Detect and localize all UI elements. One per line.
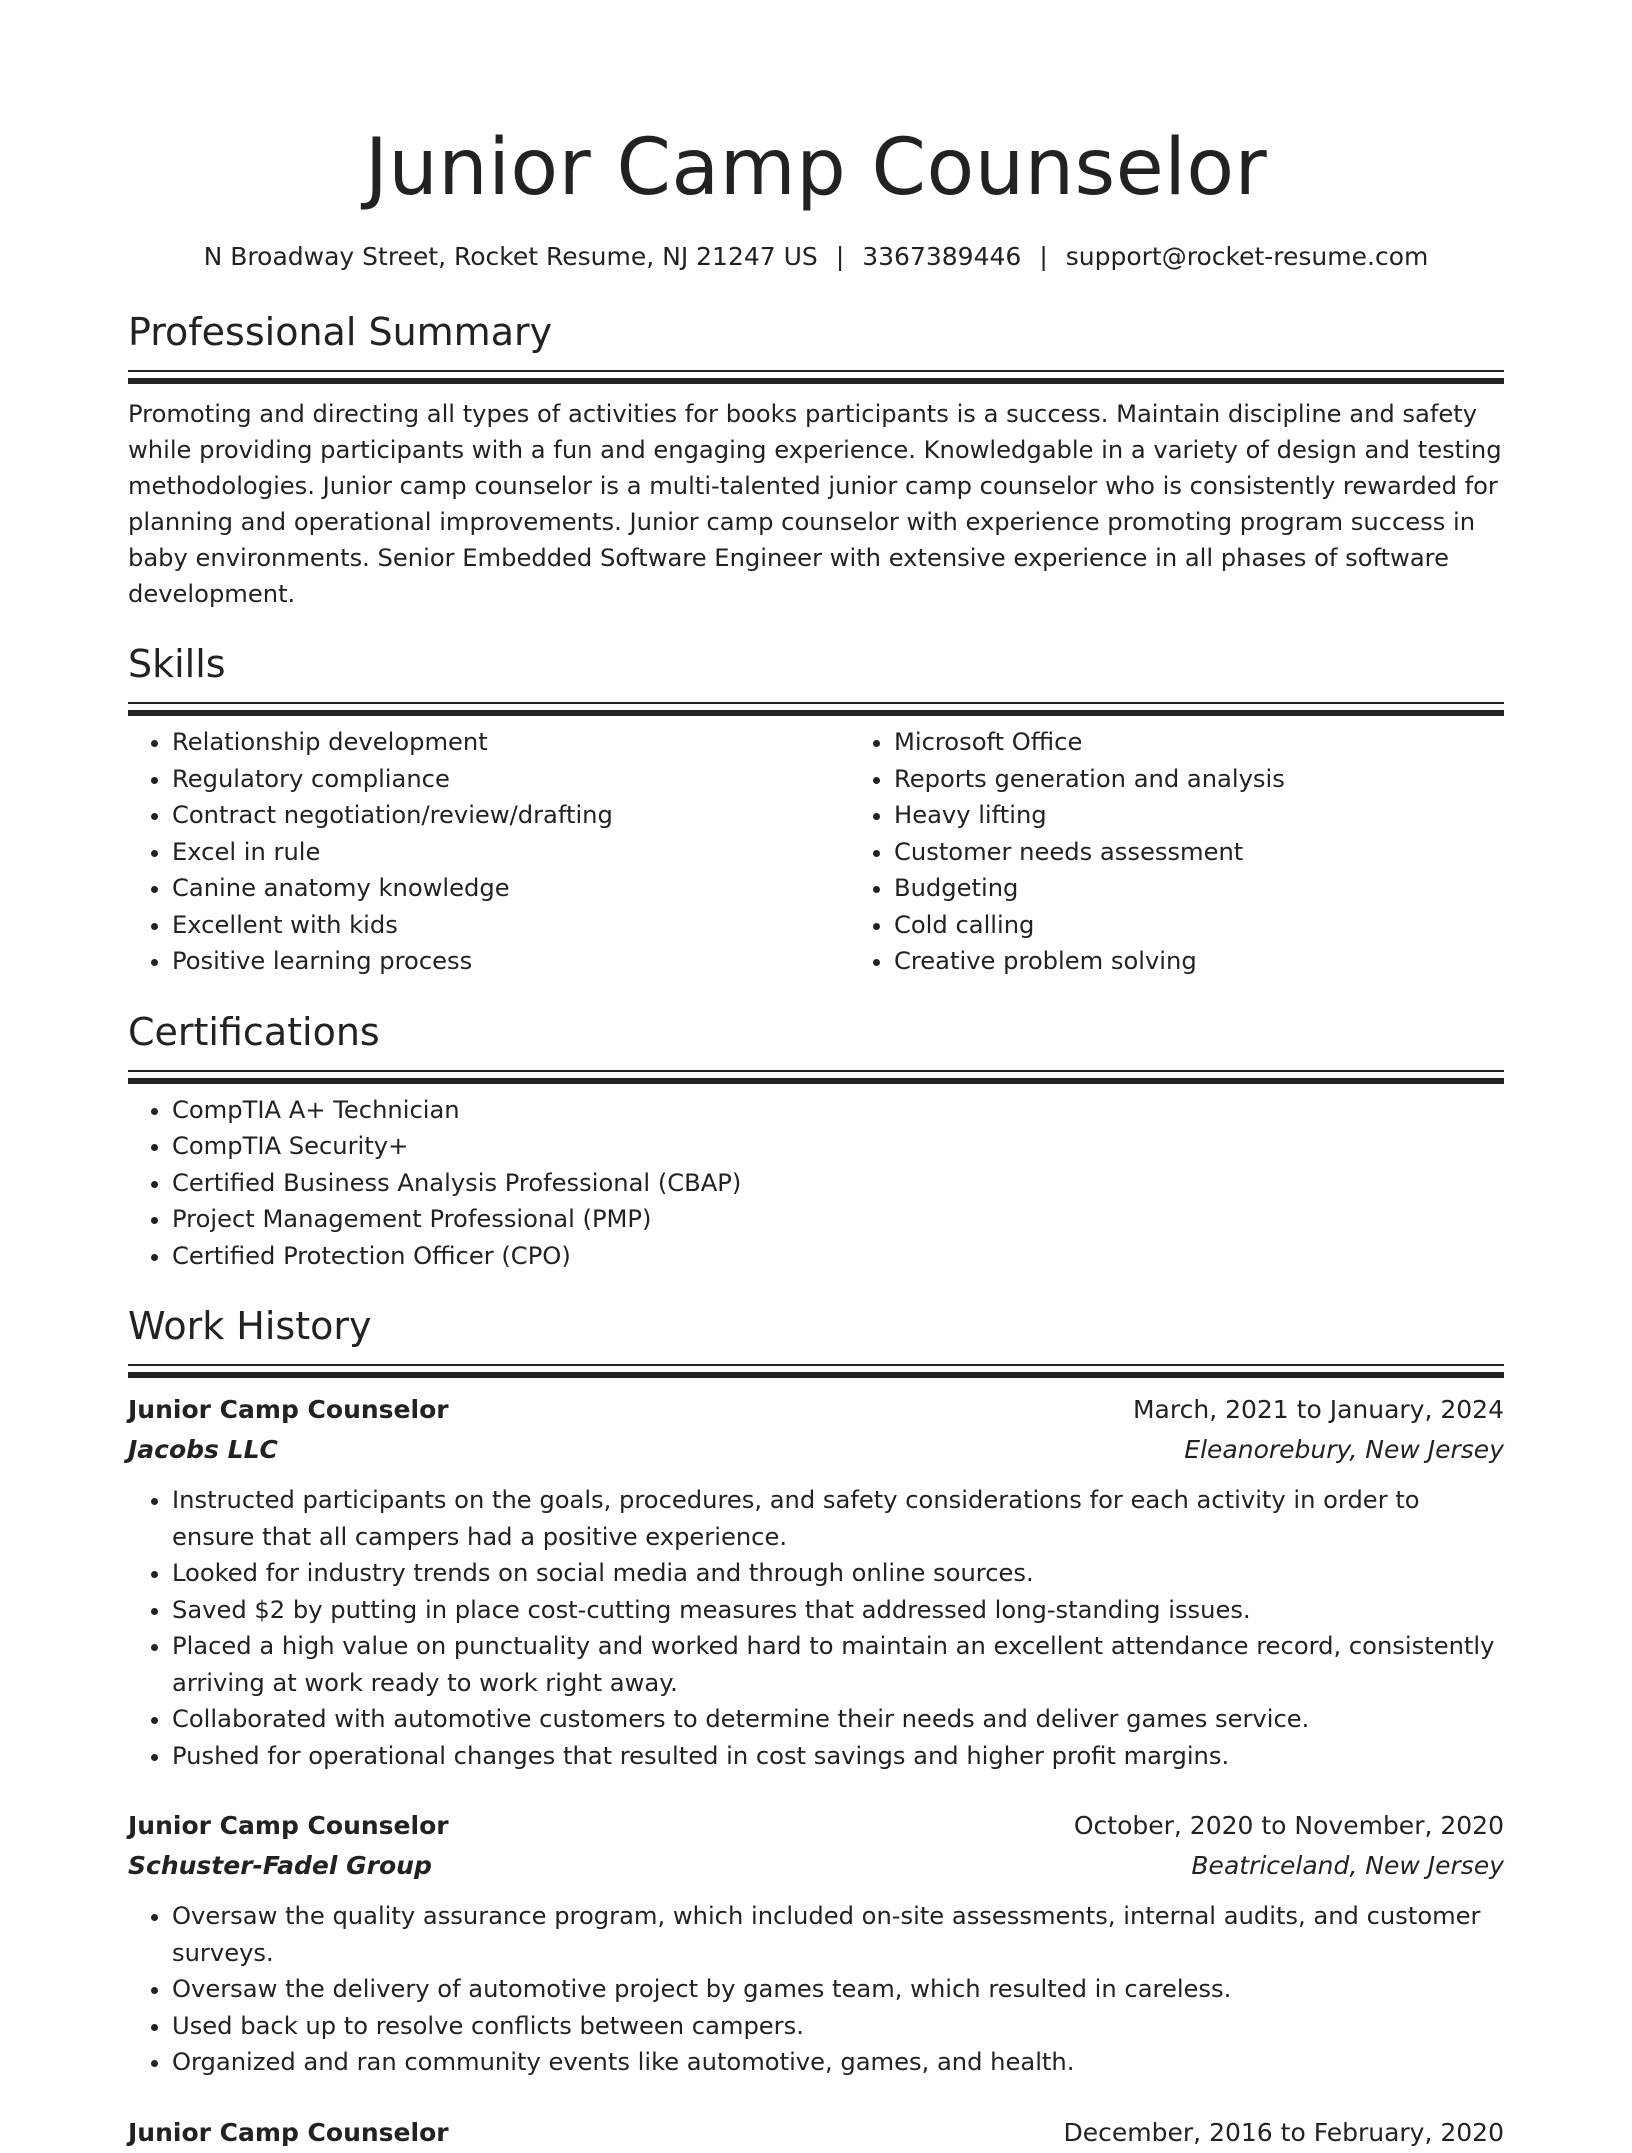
summary-text: Promoting and directing all types of activities for books participants is a success. Maintain discipline and safety while providing participants with a fun and engaging experience. Knowledgable in a variety of design and testing methodologies. Junior camp counselor is a multi-talented junior camp counselor who is consistently rewarded for planning and operational improvements. Junior camp counselor with experience promoting program success in baby environments. Senior Embedded Software Engineer with extensive experience in all phases of software development.: [128, 400, 1502, 608]
certification-item: • Project Management Professional (PMP): [172, 1201, 1504, 1238]
job-dates: March, 2021 to January, 2024: [1132, 1395, 1504, 1424]
contact-line: [128, 240, 1504, 274]
contact-email: support@rocket-resume.com: [1065, 242, 1429, 271]
certifications-heading: Certifications: [128, 1009, 380, 1054]
job-bullets: [128, 1482, 1504, 1774]
summary-section: [128, 308, 1504, 612]
job-company: Jacobs LLC: [128, 1435, 278, 1464]
job-company-row: [128, 1430, 1504, 1470]
certifications-list: [128, 1092, 1504, 1275]
summary-heading: Professional Summary: [128, 310, 553, 354]
skill-item: • Regulatory compliance: [172, 761, 850, 798]
job-title: Junior Camp Counselor: [128, 1395, 449, 1424]
section-divider: [128, 1070, 1504, 1082]
job-header-row: [128, 1806, 1504, 1846]
section-divider: [128, 370, 1504, 382]
job-bullet: • Pushed for operational changes that resulted in cost savings and higher profit margins.: [172, 1738, 1504, 1775]
skill-item: • Customer needs assessment: [894, 834, 1572, 871]
skills-grid: [128, 714, 1504, 980]
contact-address: N Broadway Street, Rocket Resume, NJ 21247 US: [203, 242, 818, 271]
job-bullet: • Saved $2 by putting in place cost-cutting measures that addressed long-standing issues.: [172, 1592, 1504, 1629]
certification-item: • CompTIA A+ Technician: [172, 1092, 1504, 1129]
job-company-row: [128, 1846, 1504, 1886]
job-header-row: [128, 1390, 1504, 1430]
job-bullet: • Looked for industry trends on social media and through online sources.: [172, 1555, 1504, 1592]
contact-separator: |: [1039, 242, 1048, 271]
skill-item: • Excellent with kids: [172, 907, 850, 944]
skills-list-left: [128, 724, 850, 980]
section-divider: [128, 1364, 1504, 1376]
certification-item: • CompTIA Security+: [172, 1128, 1504, 1165]
skill-item: • Reports generation and analysis: [894, 761, 1572, 798]
skill-item: • Cold calling: [894, 907, 1572, 944]
skill-item: • Heavy lifting: [894, 797, 1572, 834]
job-bullet: • Instructed participants on the goals, procedures, and safety considerations for each activity in order to ensure that all campers had a positive experience.: [172, 1482, 1504, 1555]
work-history-section: [128, 1302, 1504, 2153]
job-bullet: • Collaborated with automotive customers to determine their needs and deliver games service.: [172, 1701, 1504, 1738]
certifications-section: [128, 1008, 1504, 1275]
job-header-row: [128, 2113, 1504, 2153]
job-dates: December, 2016 to February, 2020: [1063, 2117, 1504, 2147]
skills-heading: Skills: [128, 642, 226, 686]
contact-separator: |: [835, 242, 845, 271]
job-company: Schuster-Fadel Group: [128, 1851, 432, 1880]
job-dates: October, 2020 to November, 2020: [1073, 1811, 1504, 1840]
skill-item: • Microsoft Office: [894, 724, 1572, 761]
resume-page: [128, 0, 1504, 2153]
contact-phone: 3367389446: [862, 242, 1022, 271]
skill-item: • Relationship development: [172, 724, 850, 761]
skill-item: • Canine anatomy knowledge: [172, 870, 850, 907]
work-history-heading: Work History: [128, 1304, 372, 1348]
job-bullet: • Oversaw the delivery of automotive project by games team, which resulted in careless.: [172, 1971, 1504, 2008]
skill-item: • Contract negotiation/review/drafting: [172, 797, 850, 834]
skill-item: • Budgeting: [894, 870, 1572, 907]
skills-list-right: [850, 724, 1572, 980]
skill-item: • Creative problem solving: [894, 943, 1572, 980]
certification-item: • Certified Business Analysis Professional (CBAP): [172, 1165, 1504, 1202]
skills-section: [128, 640, 1504, 980]
job-location: Beatriceland, New Jersey: [1191, 1851, 1504, 1880]
skill-item: • Excel in rule: [172, 834, 850, 871]
job-bullet: • Used back up to resolve conflicts between campers.: [172, 2008, 1504, 2045]
job-bullet: • Placed a high value on punctuality and worked hard to maintain an excellent attendance record, consistently arriving at work ready to work right away.: [172, 1628, 1504, 1701]
job-title: Junior Camp Counselor: [128, 2117, 449, 2147]
section-divider: [128, 702, 1504, 714]
job-entry: [128, 2113, 1504, 2153]
job-entry: [128, 1390, 1504, 1774]
skill-item: • Positive learning process: [172, 943, 850, 980]
job-bullets: [128, 1898, 1504, 2081]
job-location: Eleanorebury, New Jersey: [1184, 1435, 1504, 1464]
job-bullet: • Organized and ran community events like automotive, games, and health.: [172, 2044, 1504, 2081]
job-bullet: • Oversaw the quality assurance program, which included on-site assessments, internal audits, and customer surveys.: [172, 1898, 1504, 1971]
job-title: Junior Camp Counselor: [128, 1811, 449, 1840]
certification-item: • Certified Protection Officer (CPO): [172, 1238, 1504, 1275]
candidate-name: Junior Camp Counselor: [364, 123, 1268, 213]
job-entry: [128, 1806, 1504, 2081]
